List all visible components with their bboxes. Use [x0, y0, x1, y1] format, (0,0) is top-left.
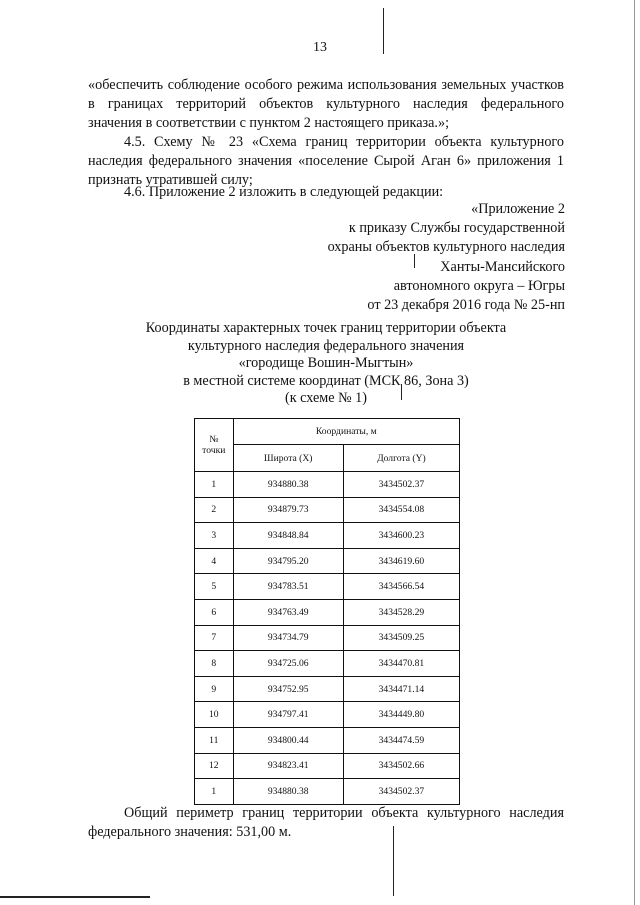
cell-point-number: 3 [195, 523, 234, 549]
appendix-line: от 23 декабря 2016 года № 25-нп [367, 297, 565, 314]
appendix-line: «Приложение 2 [471, 201, 565, 217]
cell-point-number: 1 [195, 472, 234, 498]
cell-point-number: 9 [195, 676, 234, 702]
title-line: (к схеме № 1) [284, 390, 368, 407]
coordinates-table [194, 418, 460, 805]
table-row [195, 497, 460, 523]
table-row [195, 599, 460, 625]
document-title [88, 320, 564, 408]
header-latitude: Широта (X) [233, 445, 343, 472]
cell-longitude: 3434470.81 [343, 651, 459, 677]
cell-longitude: 3434566.54 [343, 574, 459, 600]
appendix-header [300, 200, 565, 315]
cell-point-number: 5 [195, 574, 234, 600]
paragraph-item-4-5: 4.5. Схему № 23 «Схема границ территории объекта культурного наследия федерального значения «поселение Сырой Аган 6» приложения 1 признать утратившей силу; [88, 134, 564, 188]
appendix-line: к приказу Службы государственной [348, 220, 565, 237]
table-row [195, 676, 460, 702]
cell-longitude: 3434502.37 [343, 779, 459, 805]
cell-point-number: 8 [195, 651, 234, 677]
cell-longitude: 3434449.80 [343, 702, 459, 728]
scan-artifact-line [634, 0, 635, 905]
table-row [195, 779, 460, 805]
page-number: 13 [313, 40, 327, 55]
header-coordinates: Координаты, м [233, 419, 459, 445]
cell-point-number: 4 [195, 548, 234, 574]
table-row [195, 727, 460, 753]
cell-longitude: 3434471.14 [343, 676, 459, 702]
cell-longitude: 3434554.08 [343, 497, 459, 523]
cell-latitude: 934795.20 [233, 548, 343, 574]
header-num-symbol: № [209, 434, 219, 445]
paragraph-item-4-6: 4.6. Приложение 2 изложить в следующей редакции: [124, 184, 444, 200]
header-num-label: точки [202, 445, 226, 456]
cell-latitude: 934725.06 [233, 651, 343, 677]
cell-latitude: 934823.41 [233, 753, 343, 779]
appendix-line: автономного округа – Югры [393, 277, 565, 294]
appendix-line: охраны объектов культурного наследия [327, 239, 565, 256]
title-line: Координаты характерных точек границ территории объекта [145, 320, 507, 336]
cell-longitude: 3434509.25 [343, 625, 459, 651]
table-row [195, 523, 460, 549]
cell-point-number: 6 [195, 599, 234, 625]
cell-point-number: 10 [195, 702, 234, 728]
table-row [195, 574, 460, 600]
appendix-line: Ханты-Мансийского [440, 258, 565, 275]
table-row [195, 472, 460, 498]
cell-latitude: 934783.51 [233, 574, 343, 600]
title-line: культурного наследия федерального значения [187, 337, 465, 354]
title-line: «городище Вошин-Мыгтын» [238, 355, 414, 372]
table-row [195, 651, 460, 677]
cell-latitude: 934763.49 [233, 599, 343, 625]
cell-point-number: 1 [195, 779, 234, 805]
cell-latitude: 934797.41 [233, 702, 343, 728]
cell-point-number: 2 [195, 497, 234, 523]
cell-longitude: 3434600.23 [343, 523, 459, 549]
table-row [195, 548, 460, 574]
cell-point-number: 11 [195, 727, 234, 753]
table-row [195, 702, 460, 728]
title-line: в местной системе координат (МСК 86, Зона 3) [183, 372, 469, 389]
coordinates-table-body [195, 472, 460, 805]
table-row [195, 753, 460, 779]
cell-longitude: 3434502.37 [343, 472, 459, 498]
scan-artifact-line [0, 896, 150, 898]
cell-longitude: 3434502.66 [343, 753, 459, 779]
perimeter-paragraph: Общий периметр границ территории объекта культурного наследия федерального значения: 531,00 м. [88, 805, 564, 840]
cell-longitude: 3434474.59 [343, 727, 459, 753]
cell-point-number: 7 [195, 625, 234, 651]
cell-latitude: 934734.79 [233, 625, 343, 651]
cell-latitude: 934880.38 [233, 779, 343, 805]
cell-point-number: 12 [195, 753, 234, 779]
cell-latitude: 934752.95 [233, 676, 343, 702]
header-longitude: Долгота (Y) [343, 445, 459, 472]
table-row [195, 625, 460, 651]
cell-longitude: 3434619.60 [343, 548, 459, 574]
cell-latitude: 934880.38 [233, 472, 343, 498]
cell-longitude: 3434528.29 [343, 599, 459, 625]
cell-latitude: 934879.73 [233, 497, 343, 523]
paragraph-conditions: «обеспечить соблюдение особого режима использования земельных участков в границах территорий объектов культурного наследия федерального значения в соответствии с пунктом 2 настоящего приказа.»; [88, 77, 564, 131]
cell-latitude: 934848.84 [233, 523, 343, 549]
header-point-number [195, 419, 234, 472]
cell-latitude: 934800.44 [233, 727, 343, 753]
